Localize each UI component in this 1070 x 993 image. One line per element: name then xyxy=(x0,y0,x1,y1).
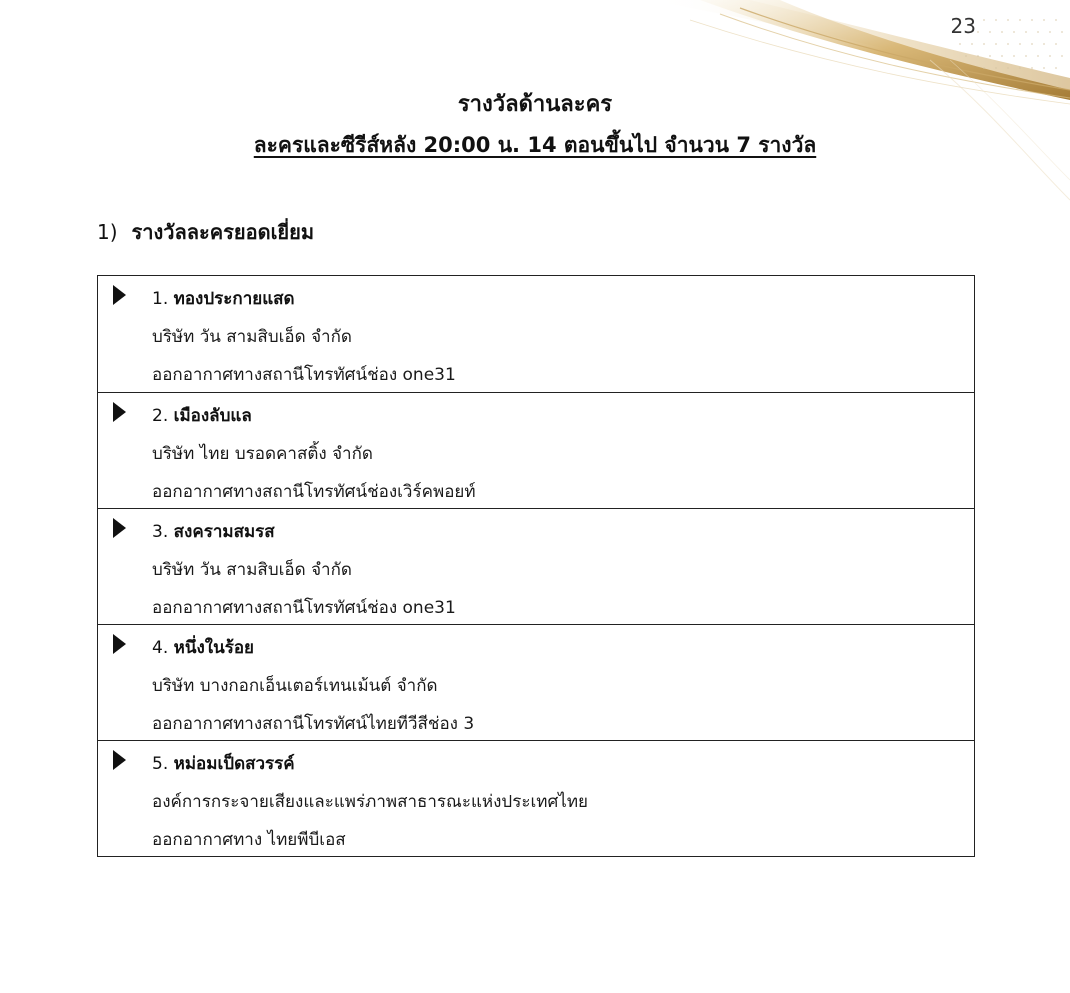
triangle-bullet-icon xyxy=(113,285,126,305)
page-title: รางวัลด้านละคร xyxy=(457,92,613,117)
triangle-bullet-icon xyxy=(113,634,126,654)
nominee-company: บริษัท ไทย บรอดคาสติ้ง จำกัด xyxy=(152,444,373,464)
nominee-entry xyxy=(98,740,974,856)
nominee-number: 2. xyxy=(152,406,169,426)
nominee-channel: ออกอากาศทางสถานีโทรทัศน์ไทยทีวีสีช่อง 3 xyxy=(152,714,475,734)
nominee-name: ทองประกายแสด xyxy=(173,289,295,309)
nominee-company: บริษัท วัน สามสิบเอ็ด จำกัด xyxy=(152,327,352,347)
nominee-name: หม่อมเป็ดสวรรค์ xyxy=(173,754,295,774)
nominee-name: หนึ่งในร้อย xyxy=(173,638,254,658)
nominee-entry xyxy=(98,508,974,624)
nominee-title xyxy=(152,280,964,318)
section-label: รางวัลละครยอดเยี่ยม xyxy=(131,220,315,244)
page-header xyxy=(0,88,1070,164)
page-subtitle: ละครและซีรีส์หลัง 20:00 น. 14 ตอนขึ้นไป จำนวน 7 รางวัล xyxy=(253,133,817,157)
nominee-table xyxy=(97,275,975,857)
nominee-title xyxy=(152,397,964,435)
nominee-channel: ออกอากาศทางสถานีโทรทัศน์ช่อง one31 xyxy=(152,598,456,618)
nominee-number: 5. xyxy=(152,754,169,774)
nominee-company: บริษัท วัน สามสิบเอ็ด จำกัด xyxy=(152,560,352,580)
nominee-number: 1. xyxy=(152,289,169,309)
page-number: 23 xyxy=(950,14,976,38)
nominee-entry xyxy=(98,624,974,740)
nominee-number: 3. xyxy=(152,522,169,542)
section-number: 1) xyxy=(97,220,118,244)
nominee-channel: ออกอากาศทางสถานีโทรทัศน์ช่อง one31 xyxy=(152,365,456,385)
nominee-company: บริษัท บางกอกเอ็นเตอร์เทนเม้นต์ จำกัด xyxy=(152,676,438,696)
nominee-title xyxy=(152,513,964,551)
triangle-bullet-icon xyxy=(113,402,126,422)
section-heading xyxy=(97,216,314,248)
nominee-number: 4. xyxy=(152,638,169,658)
nominee-name: สงครามสมรส xyxy=(173,522,275,542)
nominee-entry xyxy=(98,392,974,508)
nominee-title xyxy=(152,745,964,783)
nominee-name: เมืองลับแล xyxy=(173,406,252,426)
triangle-bullet-icon xyxy=(113,750,126,770)
nominee-channel: ออกอากาศทางสถานีโทรทัศน์ช่องเวิร์คพอยท์ xyxy=(152,482,476,502)
nominee-title xyxy=(152,629,964,667)
triangle-bullet-icon xyxy=(113,518,126,538)
nominee-channel: ออกอากาศทาง ไทยพีบีเอส xyxy=(152,830,346,850)
nominee-company: องค์การกระจายเสียงและแพร่ภาพสาธารณะแห่งประเทศไทย xyxy=(152,792,588,812)
nominee-entry xyxy=(98,276,974,392)
